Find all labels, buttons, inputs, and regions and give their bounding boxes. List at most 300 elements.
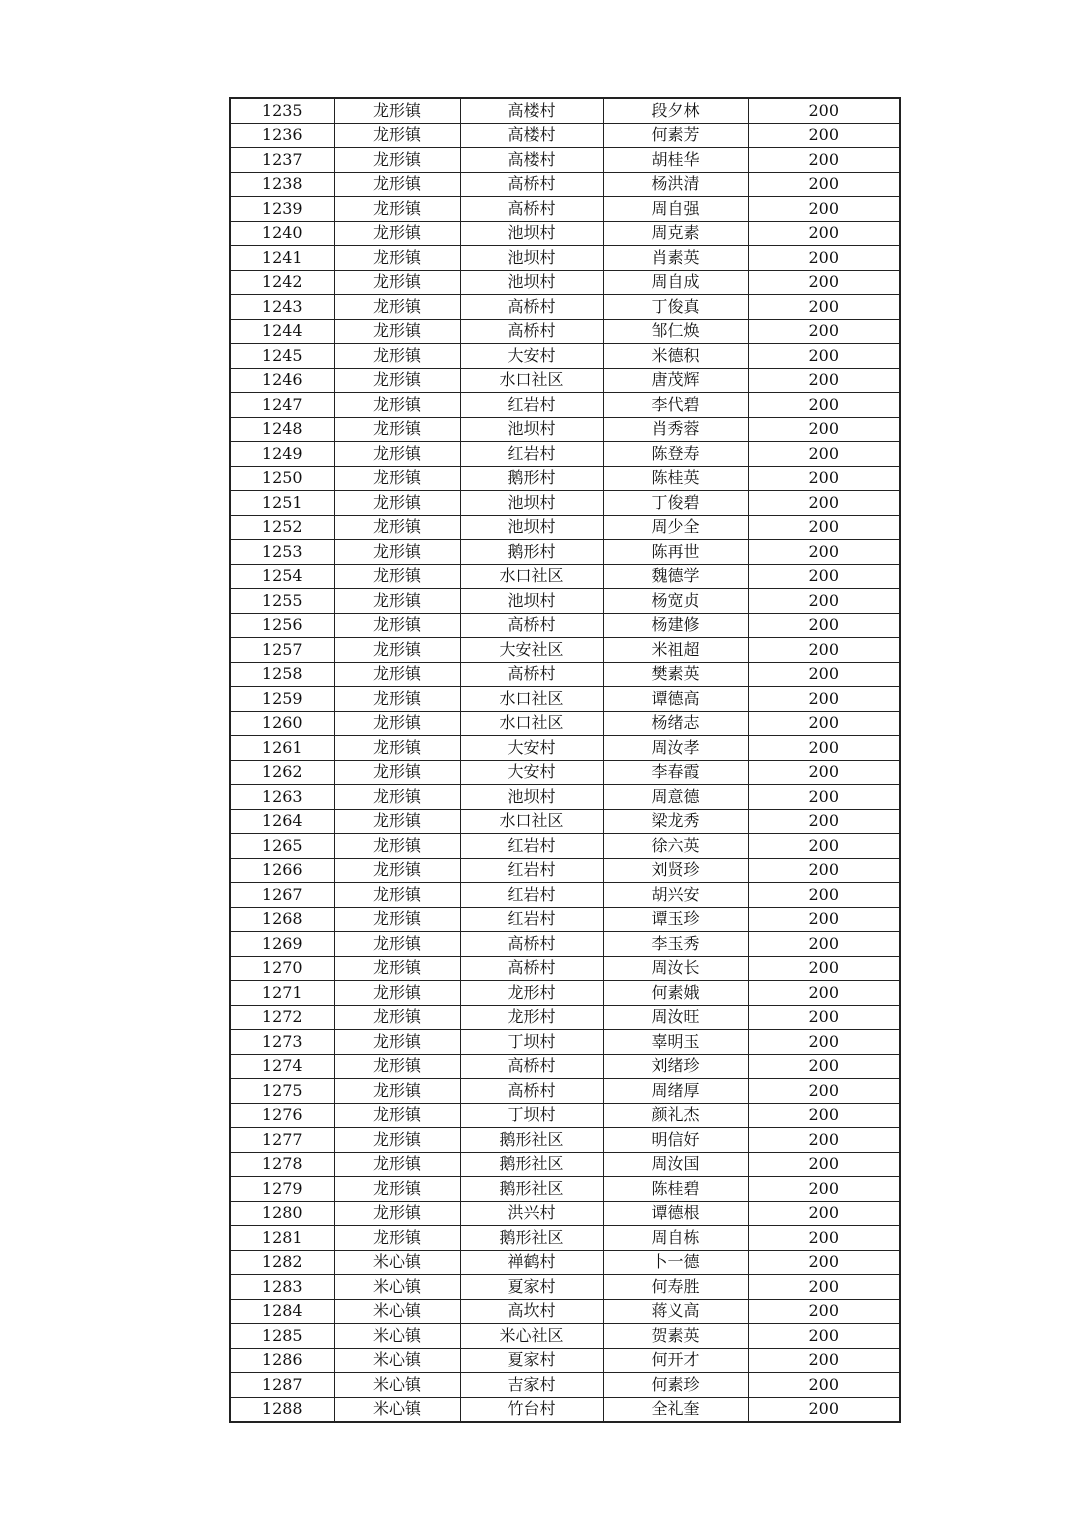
town-cell: 龙形镇 — [334, 883, 460, 908]
village-cell: 大安社区 — [460, 638, 603, 663]
name-cell: 周汝旺 — [603, 1005, 748, 1030]
amount-cell: 200 — [748, 687, 900, 712]
row-number-cell: 1256 — [230, 613, 334, 638]
town-cell: 龙形镇 — [334, 956, 460, 981]
row-number-cell: 1253 — [230, 540, 334, 565]
name-cell: 丁俊真 — [603, 295, 748, 320]
name-cell: 辜明玉 — [603, 1030, 748, 1055]
name-cell: 周汝国 — [603, 1152, 748, 1177]
amount-cell: 200 — [748, 319, 900, 344]
table-row — [230, 1054, 900, 1079]
town-cell: 龙形镇 — [334, 981, 460, 1006]
table-row — [230, 613, 900, 638]
table-row — [230, 1128, 900, 1153]
table-row — [230, 1299, 900, 1324]
village-cell: 红岩村 — [460, 907, 603, 932]
table-row — [230, 564, 900, 589]
village-cell: 高桥村 — [460, 932, 603, 957]
name-cell: 唐茂辉 — [603, 368, 748, 393]
town-cell: 龙形镇 — [334, 1054, 460, 1079]
village-cell: 大安村 — [460, 736, 603, 761]
town-cell: 龙形镇 — [334, 295, 460, 320]
table-row — [230, 1324, 900, 1349]
town-cell: 龙形镇 — [334, 1030, 460, 1055]
table-row — [230, 491, 900, 516]
town-cell: 龙形镇 — [334, 515, 460, 540]
name-cell: 肖素英 — [603, 246, 748, 271]
row-number-cell: 1272 — [230, 1005, 334, 1030]
row-number-cell: 1236 — [230, 123, 334, 148]
table-row — [230, 834, 900, 859]
name-cell: 米德积 — [603, 344, 748, 369]
amount-cell: 200 — [748, 344, 900, 369]
name-cell: 段夕林 — [603, 98, 748, 123]
table-row — [230, 662, 900, 687]
row-number-cell: 1283 — [230, 1275, 334, 1300]
amount-cell: 200 — [748, 883, 900, 908]
amount-cell: 200 — [748, 221, 900, 246]
row-number-cell: 1268 — [230, 907, 334, 932]
village-cell: 竹台村 — [460, 1397, 603, 1422]
amount-cell: 200 — [748, 1299, 900, 1324]
amount-cell: 200 — [748, 442, 900, 467]
village-cell: 鹅形社区 — [460, 1152, 603, 1177]
table-row — [230, 1373, 900, 1398]
amount-cell: 200 — [748, 368, 900, 393]
name-cell: 卜一德 — [603, 1250, 748, 1275]
amount-cell: 200 — [748, 907, 900, 932]
name-cell: 贺素英 — [603, 1324, 748, 1349]
town-cell: 龙形镇 — [334, 638, 460, 663]
row-number-cell: 1284 — [230, 1299, 334, 1324]
village-cell: 洪兴村 — [460, 1201, 603, 1226]
town-cell: 龙形镇 — [334, 687, 460, 712]
amount-cell: 200 — [748, 956, 900, 981]
table-row — [230, 760, 900, 785]
table-row — [230, 1005, 900, 1030]
row-number-cell: 1240 — [230, 221, 334, 246]
village-cell: 丁坝村 — [460, 1103, 603, 1128]
row-number-cell: 1244 — [230, 319, 334, 344]
village-cell: 夏家村 — [460, 1275, 603, 1300]
name-cell: 杨建修 — [603, 613, 748, 638]
name-cell: 邹仁焕 — [603, 319, 748, 344]
village-cell: 高桥村 — [460, 662, 603, 687]
name-cell: 周自成 — [603, 270, 748, 295]
row-number-cell: 1261 — [230, 736, 334, 761]
name-cell: 何素娥 — [603, 981, 748, 1006]
village-cell: 高桥村 — [460, 1054, 603, 1079]
table-row — [230, 417, 900, 442]
amount-cell: 200 — [748, 540, 900, 565]
row-number-cell: 1254 — [230, 564, 334, 589]
town-cell: 龙形镇 — [334, 1079, 460, 1104]
row-number-cell: 1282 — [230, 1250, 334, 1275]
village-cell: 水口社区 — [460, 809, 603, 834]
name-cell: 周汝孝 — [603, 736, 748, 761]
table-row — [230, 197, 900, 222]
town-cell: 米心镇 — [334, 1373, 460, 1398]
amount-cell: 200 — [748, 711, 900, 736]
row-number-cell: 1241 — [230, 246, 334, 271]
town-cell: 龙形镇 — [334, 736, 460, 761]
town-cell: 龙形镇 — [334, 785, 460, 810]
table-row — [230, 515, 900, 540]
table-row — [230, 1103, 900, 1128]
name-cell: 何素芳 — [603, 123, 748, 148]
table-row — [230, 1030, 900, 1055]
name-cell: 陈登寿 — [603, 442, 748, 467]
village-cell: 水口社区 — [460, 687, 603, 712]
row-number-cell: 1243 — [230, 295, 334, 320]
row-number-cell: 1242 — [230, 270, 334, 295]
village-cell: 丁坝村 — [460, 1030, 603, 1055]
row-number-cell: 1266 — [230, 858, 334, 883]
row-number-cell: 1239 — [230, 197, 334, 222]
row-number-cell: 1245 — [230, 344, 334, 369]
row-number-cell: 1269 — [230, 932, 334, 957]
name-cell: 明信好 — [603, 1128, 748, 1153]
name-cell: 谭玉珍 — [603, 907, 748, 932]
amount-cell: 200 — [748, 613, 900, 638]
table-row — [230, 907, 900, 932]
table-row — [230, 1079, 900, 1104]
amount-cell: 200 — [748, 760, 900, 785]
amount-cell: 200 — [748, 564, 900, 589]
row-number-cell: 1273 — [230, 1030, 334, 1055]
town-cell: 米心镇 — [334, 1275, 460, 1300]
village-cell: 红岩村 — [460, 393, 603, 418]
row-number-cell: 1274 — [230, 1054, 334, 1079]
amount-cell: 200 — [748, 123, 900, 148]
village-cell: 水口社区 — [460, 368, 603, 393]
village-cell: 高楼村 — [460, 123, 603, 148]
row-number-cell: 1260 — [230, 711, 334, 736]
amount-cell: 200 — [748, 1054, 900, 1079]
town-cell: 龙形镇 — [334, 1201, 460, 1226]
town-cell: 龙形镇 — [334, 148, 460, 173]
town-cell: 米心镇 — [334, 1397, 460, 1422]
amount-cell: 200 — [748, 1152, 900, 1177]
name-cell: 周克素 — [603, 221, 748, 246]
amount-cell: 200 — [748, 197, 900, 222]
table-row — [230, 270, 900, 295]
name-cell: 魏德学 — [603, 564, 748, 589]
amount-cell: 200 — [748, 295, 900, 320]
table-row — [230, 1152, 900, 1177]
amount-cell: 200 — [748, 736, 900, 761]
row-number-cell: 1255 — [230, 589, 334, 614]
name-cell: 丁俊碧 — [603, 491, 748, 516]
table-row — [230, 1275, 900, 1300]
amount-cell: 200 — [748, 1103, 900, 1128]
town-cell: 龙形镇 — [334, 368, 460, 393]
town-cell: 龙形镇 — [334, 540, 460, 565]
town-cell: 龙形镇 — [334, 760, 460, 785]
table-row — [230, 1397, 900, 1422]
village-cell: 鹅形社区 — [460, 1177, 603, 1202]
village-cell: 高桥村 — [460, 1079, 603, 1104]
amount-cell: 200 — [748, 1079, 900, 1104]
name-cell: 周汝长 — [603, 956, 748, 981]
row-number-cell: 1249 — [230, 442, 334, 467]
table-row — [230, 148, 900, 173]
town-cell: 龙形镇 — [334, 589, 460, 614]
town-cell: 龙形镇 — [334, 1226, 460, 1251]
row-number-cell: 1265 — [230, 834, 334, 859]
town-cell: 龙形镇 — [334, 809, 460, 834]
village-cell: 水口社区 — [460, 711, 603, 736]
village-cell: 池坝村 — [460, 491, 603, 516]
town-cell: 龙形镇 — [334, 834, 460, 859]
row-number-cell: 1288 — [230, 1397, 334, 1422]
table-row — [230, 98, 900, 123]
village-cell: 红岩村 — [460, 834, 603, 859]
table-row — [230, 319, 900, 344]
village-cell: 大安村 — [460, 344, 603, 369]
row-number-cell: 1281 — [230, 1226, 334, 1251]
row-number-cell: 1286 — [230, 1348, 334, 1373]
village-cell: 红岩村 — [460, 858, 603, 883]
row-number-cell: 1270 — [230, 956, 334, 981]
name-cell: 胡桂华 — [603, 148, 748, 173]
town-cell: 龙形镇 — [334, 613, 460, 638]
table-row — [230, 785, 900, 810]
name-cell: 刘绪珍 — [603, 1054, 748, 1079]
town-cell: 龙形镇 — [334, 466, 460, 491]
village-cell: 米心社区 — [460, 1324, 603, 1349]
amount-cell: 200 — [748, 785, 900, 810]
row-number-cell: 1285 — [230, 1324, 334, 1349]
row-number-cell: 1235 — [230, 98, 334, 123]
table-row — [230, 981, 900, 1006]
table-row — [230, 711, 900, 736]
row-number-cell: 1252 — [230, 515, 334, 540]
row-number-cell: 1238 — [230, 172, 334, 197]
town-cell: 龙形镇 — [334, 564, 460, 589]
town-cell: 龙形镇 — [334, 662, 460, 687]
name-cell: 徐六英 — [603, 834, 748, 859]
village-cell: 鹅形村 — [460, 466, 603, 491]
amount-cell: 200 — [748, 98, 900, 123]
town-cell: 龙形镇 — [334, 172, 460, 197]
name-cell: 谭德高 — [603, 687, 748, 712]
amount-cell: 200 — [748, 515, 900, 540]
village-cell: 高桥村 — [460, 613, 603, 638]
village-cell: 池坝村 — [460, 246, 603, 271]
village-cell: 高桥村 — [460, 172, 603, 197]
name-cell: 何开才 — [603, 1348, 748, 1373]
row-number-cell: 1257 — [230, 638, 334, 663]
row-number-cell: 1258 — [230, 662, 334, 687]
row-number-cell: 1259 — [230, 687, 334, 712]
village-cell: 高楼村 — [460, 98, 603, 123]
village-cell: 吉家村 — [460, 1373, 603, 1398]
village-cell: 大安村 — [460, 760, 603, 785]
village-cell: 池坝村 — [460, 417, 603, 442]
amount-cell: 200 — [748, 662, 900, 687]
amount-cell: 200 — [748, 172, 900, 197]
name-cell: 肖秀蓉 — [603, 417, 748, 442]
town-cell: 龙形镇 — [334, 442, 460, 467]
village-cell: 高桥村 — [460, 197, 603, 222]
amount-cell: 200 — [748, 589, 900, 614]
table-row — [230, 858, 900, 883]
amount-cell: 200 — [748, 393, 900, 418]
town-cell: 龙形镇 — [334, 1128, 460, 1153]
amount-cell: 200 — [748, 1275, 900, 1300]
table-row — [230, 809, 900, 834]
row-number-cell: 1247 — [230, 393, 334, 418]
amount-cell: 200 — [748, 148, 900, 173]
village-cell: 高楼村 — [460, 148, 603, 173]
amount-cell: 200 — [748, 932, 900, 957]
table-row — [230, 883, 900, 908]
name-cell: 米祖超 — [603, 638, 748, 663]
town-cell: 龙形镇 — [334, 907, 460, 932]
name-cell: 周自栋 — [603, 1226, 748, 1251]
village-cell: 高桥村 — [460, 295, 603, 320]
table-row — [230, 736, 900, 761]
town-cell: 龙形镇 — [334, 1103, 460, 1128]
amount-cell: 200 — [748, 809, 900, 834]
name-cell: 梁龙秀 — [603, 809, 748, 834]
name-cell: 周意德 — [603, 785, 748, 810]
table-body — [230, 98, 900, 1422]
row-number-cell: 1276 — [230, 1103, 334, 1128]
row-number-cell: 1279 — [230, 1177, 334, 1202]
amount-cell: 200 — [748, 834, 900, 859]
table-row — [230, 393, 900, 418]
amount-cell: 200 — [748, 981, 900, 1006]
town-cell: 龙形镇 — [334, 344, 460, 369]
town-cell: 米心镇 — [334, 1324, 460, 1349]
village-cell: 夏家村 — [460, 1348, 603, 1373]
amount-cell: 200 — [748, 1348, 900, 1373]
data-table — [229, 97, 901, 1423]
table-row — [230, 246, 900, 271]
row-number-cell: 1271 — [230, 981, 334, 1006]
amount-cell: 200 — [748, 1226, 900, 1251]
name-cell: 陈桂英 — [603, 466, 748, 491]
village-cell: 高坎村 — [460, 1299, 603, 1324]
town-cell: 龙形镇 — [334, 221, 460, 246]
table-row — [230, 932, 900, 957]
town-cell: 龙形镇 — [334, 491, 460, 516]
amount-cell: 200 — [748, 270, 900, 295]
table-row — [230, 368, 900, 393]
amount-cell: 200 — [748, 491, 900, 516]
village-cell: 红岩村 — [460, 883, 603, 908]
name-cell: 周少全 — [603, 515, 748, 540]
town-cell: 龙形镇 — [334, 417, 460, 442]
name-cell: 全礼奎 — [603, 1397, 748, 1422]
name-cell: 李玉秀 — [603, 932, 748, 957]
name-cell: 蒋义高 — [603, 1299, 748, 1324]
table-row — [230, 956, 900, 981]
table-row — [230, 1226, 900, 1251]
village-cell: 池坝村 — [460, 589, 603, 614]
name-cell: 颜礼杰 — [603, 1103, 748, 1128]
town-cell: 龙形镇 — [334, 123, 460, 148]
table-row — [230, 123, 900, 148]
amount-cell: 200 — [748, 1250, 900, 1275]
amount-cell: 200 — [748, 1373, 900, 1398]
town-cell: 米心镇 — [334, 1299, 460, 1324]
name-cell: 何寿胜 — [603, 1275, 748, 1300]
village-cell: 禅鹤村 — [460, 1250, 603, 1275]
name-cell: 李代碧 — [603, 393, 748, 418]
row-number-cell: 1262 — [230, 760, 334, 785]
table-row — [230, 589, 900, 614]
amount-cell: 200 — [748, 1201, 900, 1226]
village-cell: 龙形村 — [460, 981, 603, 1006]
table-row — [230, 540, 900, 565]
table-row — [230, 221, 900, 246]
name-cell: 周绪厚 — [603, 1079, 748, 1104]
amount-cell: 200 — [748, 858, 900, 883]
amount-cell: 200 — [748, 638, 900, 663]
village-cell: 鹅形村 — [460, 540, 603, 565]
village-cell: 高桥村 — [460, 319, 603, 344]
town-cell: 龙形镇 — [334, 393, 460, 418]
name-cell: 周自强 — [603, 197, 748, 222]
town-cell: 龙形镇 — [334, 98, 460, 123]
village-cell: 水口社区 — [460, 564, 603, 589]
village-cell: 池坝村 — [460, 270, 603, 295]
table-row — [230, 466, 900, 491]
town-cell: 龙形镇 — [334, 246, 460, 271]
name-cell: 何素珍 — [603, 1373, 748, 1398]
name-cell: 刘贤珍 — [603, 858, 748, 883]
name-cell: 陈再世 — [603, 540, 748, 565]
table-row — [230, 638, 900, 663]
row-number-cell: 1280 — [230, 1201, 334, 1226]
row-number-cell: 1278 — [230, 1152, 334, 1177]
table-row — [230, 172, 900, 197]
table-row — [230, 295, 900, 320]
amount-cell: 200 — [748, 466, 900, 491]
row-number-cell: 1263 — [230, 785, 334, 810]
town-cell: 龙形镇 — [334, 1005, 460, 1030]
name-cell: 陈桂碧 — [603, 1177, 748, 1202]
town-cell: 米心镇 — [334, 1250, 460, 1275]
name-cell: 杨洪清 — [603, 172, 748, 197]
amount-cell: 200 — [748, 1177, 900, 1202]
amount-cell: 200 — [748, 1128, 900, 1153]
town-cell: 龙形镇 — [334, 1177, 460, 1202]
row-number-cell: 1267 — [230, 883, 334, 908]
town-cell: 龙形镇 — [334, 1152, 460, 1177]
village-cell: 红岩村 — [460, 442, 603, 467]
town-cell: 龙形镇 — [334, 711, 460, 736]
village-cell: 池坝村 — [460, 515, 603, 540]
amount-cell: 200 — [748, 1324, 900, 1349]
table-row — [230, 344, 900, 369]
row-number-cell: 1251 — [230, 491, 334, 516]
name-cell: 李春霞 — [603, 760, 748, 785]
amount-cell: 200 — [748, 246, 900, 271]
row-number-cell: 1237 — [230, 148, 334, 173]
row-number-cell: 1287 — [230, 1373, 334, 1398]
table-row — [230, 1177, 900, 1202]
table-row — [230, 687, 900, 712]
row-number-cell: 1277 — [230, 1128, 334, 1153]
amount-cell: 200 — [748, 1397, 900, 1422]
town-cell: 龙形镇 — [334, 858, 460, 883]
table-row — [230, 1250, 900, 1275]
village-cell: 池坝村 — [460, 785, 603, 810]
